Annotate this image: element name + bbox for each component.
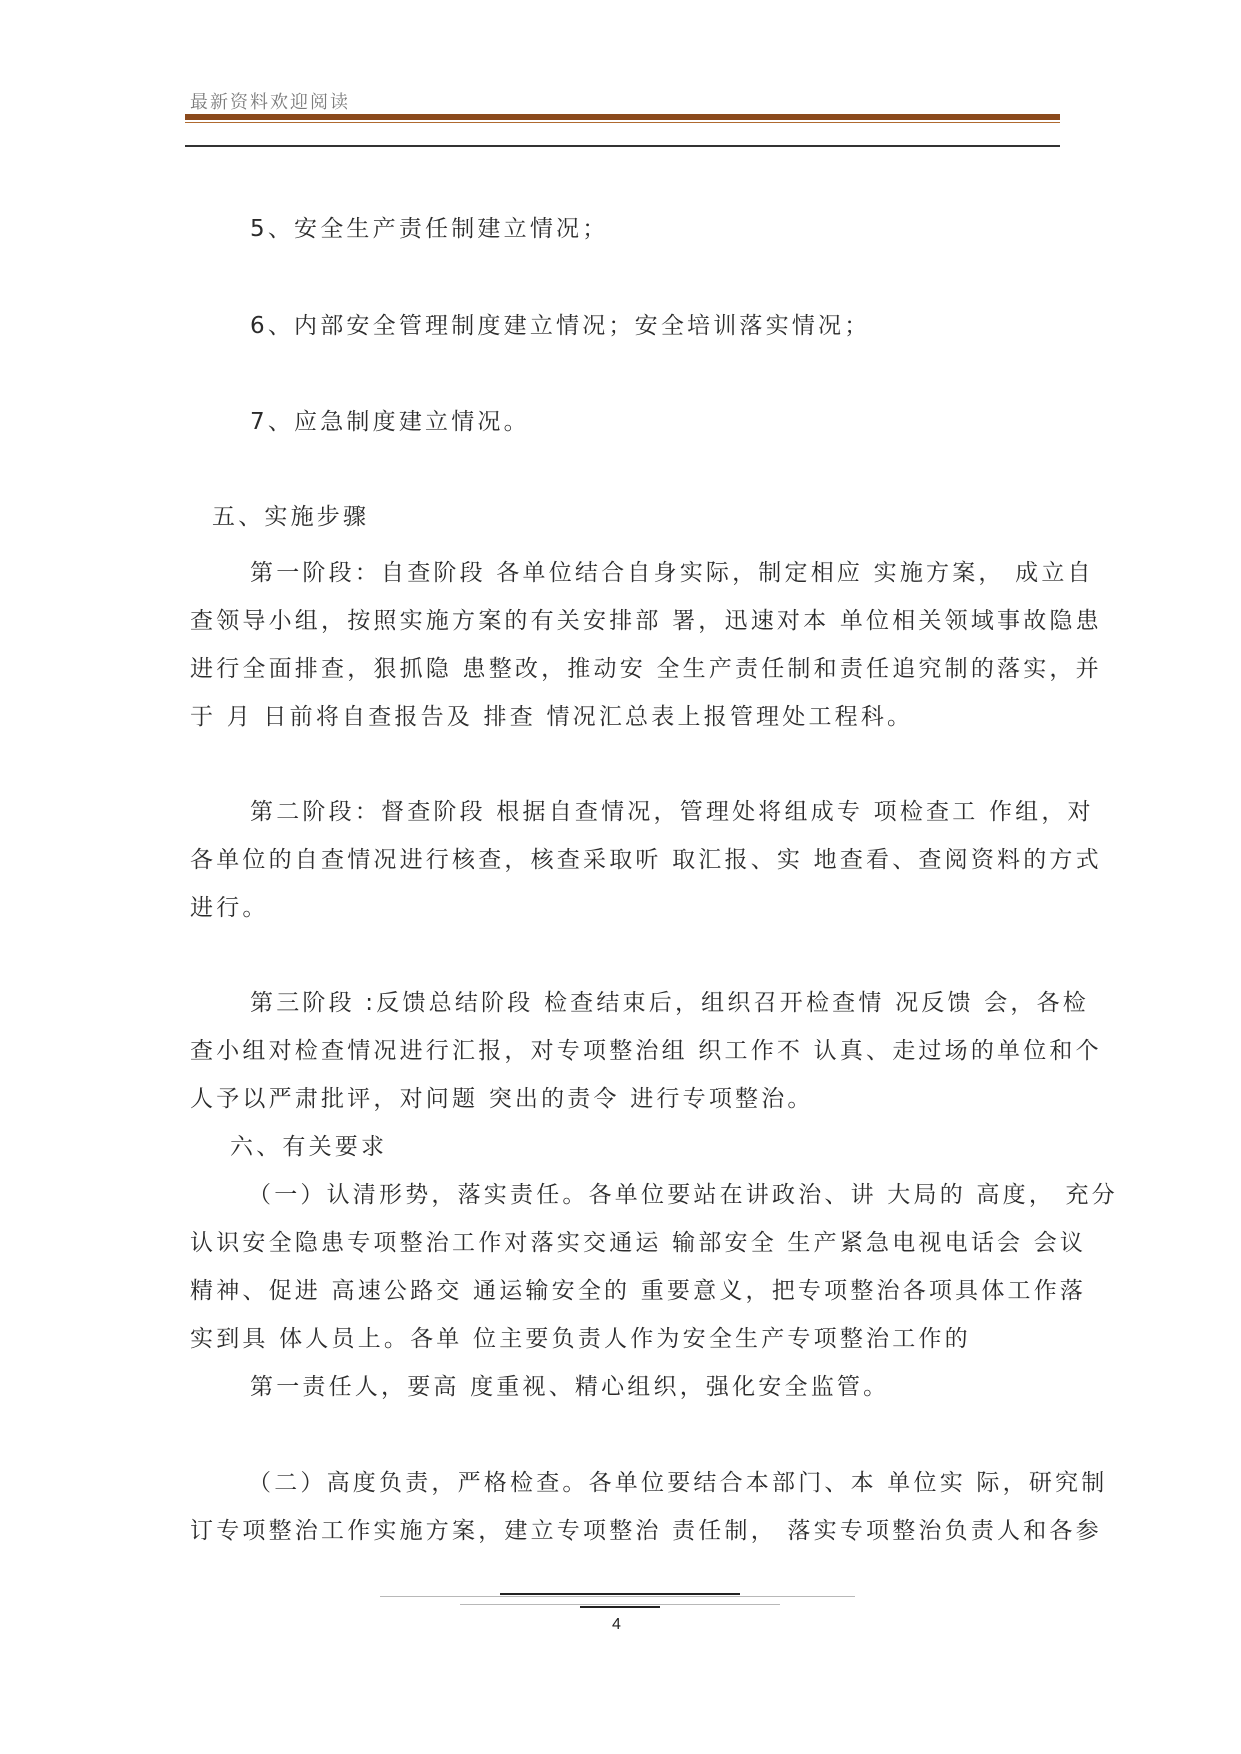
paragraph-line: （一）认清形势，落实责任。各单位要站在讲政治、讲 大局的 高度， 充分	[248, 1182, 1118, 1208]
paragraph-line: 查领导小组，按照实施方案的有关安排部 署，迅速对本 单位相关领域事故隐患	[190, 608, 1102, 634]
paragraph-line: 人予以严肃批评，对问题 突出的责令 进行专项整治。	[190, 1086, 814, 1112]
paragraph-line: 第一责任人，要高 度重视、精心组织，强化安全监管。	[250, 1374, 890, 1400]
paragraph-line: 查小组对检查情况进行汇报，对专项整治组 织工作不 认真、走过场的单位和个	[190, 1038, 1102, 1064]
paragraph-line: （二）高度负责，严格检查。各单位要结合本部门、本 单位实 际，研究制	[248, 1470, 1108, 1496]
paragraph-line: 进行全面排查，狠抓隐 患整改，推动安 全生产责任制和责任追究制的落实，并	[190, 656, 1102, 682]
paragraph-line: 实到具 体人员上。各单 位主要负责人作为安全生产专项整治工作的	[190, 1326, 971, 1352]
section-heading: 五、实施步骤	[212, 504, 370, 530]
list-item: 7、应急制度建立情况。	[250, 409, 530, 435]
paragraph-line: 第三阶段 :反馈总结阶段 检查结束后，组织召开检查情 况反馈 会，各检	[250, 990, 1089, 1016]
header-rule-thin	[185, 122, 1060, 123]
header-rule-bottom	[185, 145, 1060, 147]
footer-rule	[460, 1604, 780, 1605]
section-heading: 六、有关要求	[230, 1134, 388, 1160]
paragraph-line: 第二阶段：督查阶段 根据自查情况，管理处将组成专 项检查工 作组，对	[250, 799, 1094, 825]
paragraph-line: 于 月 日前将自查报告及 排查 情况汇总表上报管理处工程科。	[190, 704, 914, 730]
footer-rule-dark	[500, 1593, 740, 1595]
paragraph-line: 精神、促进 高速公路交 通运输安全的 重要意义，把专项整治各项具体工作落	[190, 1278, 1087, 1304]
paragraph-line: 各单位的自查情况进行核查，核查采取听 取汇报、实 地查看、查阅资料的方式	[190, 847, 1102, 873]
footer-rule	[380, 1596, 855, 1597]
paragraph-line: 订专项整治工作实施方案，建立专项整治 责任制， 落实专项整治负责人和各参	[190, 1518, 1102, 1544]
paragraph-line: 认识安全隐患专项整治工作对落实交通运 输部安全 生产紧急电视电话会 会议	[190, 1230, 1087, 1256]
list-item: 5、安全生产责任制建立情况；	[250, 216, 609, 242]
header-rule-thick	[185, 114, 1060, 120]
paragraph-line: 进行。	[190, 895, 269, 921]
list-item: 6、内部安全管理制度建立情况；安全培训落实情况；	[250, 313, 871, 339]
footer-rule-dark	[580, 1606, 660, 1608]
header-title: 最新资料欢迎阅读	[190, 92, 350, 113]
page-number: 4	[612, 1616, 621, 1633]
paragraph-line: 第一阶段：自查阶段 各单位结合自身实际，制定相应 实施方案， 成立自	[250, 560, 1094, 586]
